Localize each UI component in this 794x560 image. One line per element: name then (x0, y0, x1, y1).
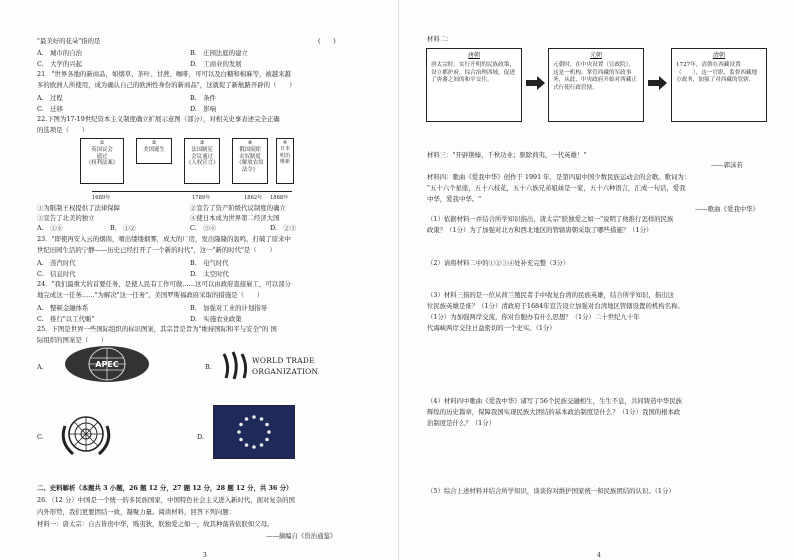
q20-opt-b: B. 庄园法庭的建立 (190, 49, 248, 57)
q22-stmt-3: ③宣告了北美的独立 (37, 214, 95, 222)
timeline-box-5: ④ 日本 明治 维新 (276, 138, 294, 184)
timeline-year-1: 1689年 (92, 195, 111, 201)
material-4-source: ——歌曲《爱我中华》 (695, 205, 759, 213)
q21-line-2: 多的欧洲人所使用，成为确认自己的欧洲性身份的新商品"，这就促了新航路开辟的（ ） (37, 81, 296, 89)
eu-star-icon (265, 438, 269, 442)
flow-arrow-1 (526, 76, 546, 90)
page-4 (398, 0, 794, 560)
q26-material-1: 材料一：唐太宗：自古皆贵中华，贱夷狄，朕独爱之如一，故其种落皆依朕如父母。 (37, 520, 274, 528)
q25-line-2: 际组织的图案是（ ） (37, 336, 108, 344)
wto-logo (220, 348, 250, 382)
q22-opt-c: C. ③④ (190, 224, 216, 232)
page-number-3: 3 (203, 552, 207, 559)
eu-flag (213, 405, 295, 459)
flow-box-qing (671, 48, 767, 122)
q22-stmt-1: ①为限制王权提供了法律保障 (37, 204, 121, 212)
sub-5-line-1: （5）综合上述材料并结合所学知识，谈谈你对维护国家统一和民族团结的认识。（1分） (427, 487, 675, 495)
flow-box-yuan (548, 48, 644, 122)
q22-opt-a: A. ①④ (37, 224, 63, 232)
apec-logo (62, 344, 152, 384)
q20-paren: ( ) (318, 37, 336, 45)
q21-line-1: 21．"世界各地的新商品，如烟草、茶叶、甘蔗、咖啡，可可以及白糖和棉麻等，被越来越 (37, 70, 291, 78)
material-3: 材料三："开辟荆榛，千秋功业；驱除荷夷，一代英雄！" (427, 151, 587, 159)
sub-2-line-1: （2）请将材料二中的①②③④处补充完整（3分） (427, 259, 570, 267)
timeline-box-2: ② 美国诞生 (136, 138, 172, 164)
q22-opt-d: D. ②③ (270, 224, 297, 232)
q21-opt-b: B. 条件 (190, 94, 216, 102)
flow-qing-text: 1727年，清朝在西藏设置（ ），这一官职，监督西藏地方政务，加强了对西藏的管辖。 (676, 62, 758, 84)
timeline-box-1: ① 英国议会 通过 《权利法案》 (80, 138, 124, 184)
sub-3-line-1: （3）材料三指的是一位从荷兰殖民者手中收复台湾的民族英雄，结合所学知识，指出这 (427, 291, 674, 299)
timeline-year-4: 1868年 (270, 195, 289, 201)
eu-star-icon (252, 445, 256, 449)
q21-opt-a: A. 过程 (37, 94, 63, 102)
flow-box-tang (426, 48, 522, 122)
q23-opt-b: B. 电气时代 (190, 259, 229, 267)
q24-line-1: 24．"我们最重大的首要任务，是使人民有工作可做……这可以由政府直接雇工，可以部分 (37, 280, 291, 288)
eu-star-icon (237, 430, 241, 434)
eu-star-icon (260, 443, 264, 447)
q26-source: ——摘编自《资治通鉴》 (266, 532, 337, 540)
material-3-source: ——郭沫若 (711, 161, 743, 169)
material-4-line-1: 材料四：歌曲《爱我中华》创作于 1991 年，是第四届中国少数民族运动会的会歌。歌词为： (427, 173, 691, 181)
material-4-line-2: "五十六个星座，五十六枝花，五十六族兄弟姐妹是一家，五十六种语言，汇成一句话，爱我 (427, 184, 686, 192)
timeline-box-4: ④ 俄国废除 农奴制度 《解放农奴 法令》 (232, 138, 268, 184)
q25-opt-d-label: D. (197, 433, 204, 441)
q20-line: "最美好的花朵"指的是 (37, 37, 101, 45)
flow-yuan-title: 元朝 (589, 52, 602, 59)
timeline-year-3: 1862年 (244, 195, 263, 201)
page-number-4: 4 (597, 552, 601, 559)
q23-opt-c: C. 信息时代 (37, 270, 76, 278)
q22-line-2: 的选项是（ ） (37, 126, 89, 134)
timeline-year-2: 1789年 (192, 195, 211, 201)
sub-1-line-1: （1）依据材料一并结合所学知识指出，唐太宗"朕独爱之如一"说明了他推行怎样的民族 (427, 215, 674, 223)
flow-yuan-text: 元朝时，在中央设置（宣政院），这是一机构，掌管西藏的军政事务，从此，中央政府开始对西藏正式行使行政管辖。 (553, 62, 637, 91)
eu-star-icon (252, 415, 256, 419)
q20-opt-a: A. 城市的自治 (37, 49, 82, 57)
flow-tang-text: 唐太宗时，实行开明的民族政策，设立都护府，综合治理西域，促进了唐蕃之间的和平交往。 (431, 62, 515, 84)
q24-opt-c: C. 推行"以工代赈" (37, 315, 95, 323)
q20-opt-c: C. 大学的兴起 (37, 60, 83, 68)
q23-line-2: 世纪田园生活的宁静——历史已经打开了一个新的时代"，这一"新的时代"是（ ） (37, 246, 276, 254)
eu-star-icon (267, 430, 271, 434)
flow-tang-title: 唐朝 (467, 52, 480, 59)
eu-star-icon (260, 417, 264, 421)
apec-logo-text: APEC (95, 360, 119, 369)
sub-3-line-2: 位民族英雄是谁？（1分）清政府于1684年宣告设立加强对台湾地区管辖设置的机构名称。 (427, 302, 684, 310)
sub-4-line-3: 治制度是什么？（1分） (427, 419, 495, 427)
q26-line-2: 内外形势，我们更要团结一致，凝聚力量。阅读材料，回答下列问题： (37, 508, 236, 516)
q21-opt-d: D. 影响 (190, 105, 217, 113)
flow-qing-title: 清朝 (712, 52, 725, 59)
eu-star-icon (245, 443, 249, 447)
eu-star-icon (265, 423, 269, 427)
timeline-axis (92, 191, 292, 192)
eu-star-icon (239, 423, 243, 427)
q24-opt-d: D. 实施农业政策 (190, 315, 242, 323)
q20-opt-d: D. 工商业的发展 (190, 60, 242, 68)
wto-text-1: WORLD TRADE (252, 356, 315, 365)
flow-arrow-2 (648, 76, 668, 90)
q24-line-2: 地完成这一任务……"为解决"这一任务"，美国罗斯福政府采取的措施是（ ） (37, 291, 264, 299)
q23-opt-d: D. 太空时代 (190, 270, 229, 278)
q21-opt-c: C. 迁移 (37, 105, 63, 113)
section-2-title: 二、史料解析（本题共 3 小题，26 题 12 分，27 题 12 分，28 题 12 分，共 36 分） (37, 484, 293, 492)
q25-opt-b-label: B. (205, 363, 212, 371)
material-2-label: 材料二： (427, 35, 453, 43)
q25-opt-c-label: C. (37, 433, 44, 441)
sub-4-line-2: 辉煌的历史篇章，保障我国实现民族大团结的基本政治制度是什么？（1分）我国的根本政 (427, 408, 681, 416)
wto-text-2: ORGANIZATION (252, 367, 319, 376)
sub-4-line-1: （4）材料四中歌曲《爱我中华》诸写了56个民族交融相生，生生不息，共同铸造中华民族 (427, 397, 683, 405)
q24-opt-b: B. 加强对工业的计划指导 (190, 304, 268, 312)
q26-line-1: 26．（12 分）中国是一个统一的多民族国家，中国特色社会主义进入新时代，面对复杂的国 (37, 496, 295, 504)
q22-opt-b: B. ①② (110, 224, 136, 232)
q22-stmt-2: ②宣告了资产阶级代议制度的确立 (190, 204, 286, 212)
q23-line-1: 23．"即使再安入云的烟囱，喷出缕缕烟雾，成大的厂房，发出隆隆的轰鸣，打破了原来中 (37, 235, 291, 243)
q22-line-1: 22.下图为17-19世纪资本主义制度确立扩展示意图（部分），对相关史事表述完全正确 (37, 115, 280, 123)
sub-1-line-2: 政策？（1分）为了加强对北方和西北地区的管辖唐朝采取了哪些措施？（1分） (427, 226, 653, 234)
q25-opt-a-label: A. (37, 363, 44, 371)
sub-3-line-4: 代海峡两岸交往日益密切的一个史实。（1分） (427, 324, 556, 332)
material-4-line-3: 中华，爱我中华。" (427, 195, 482, 203)
timeline-box-3: ③ 法国制宪 会议通过 《人权宣言》 (184, 138, 220, 184)
eu-star-icon (245, 417, 249, 421)
q25-line-1: 25．下图是世界一些国际组织的标识图案，其宗旨是旨为"维持国际和平与安全"的 国 (37, 325, 277, 333)
eu-star-icon (239, 438, 243, 442)
q22-stmt-4: ④使日本成为世界第二经济大国 (190, 214, 280, 222)
q23-opt-a: A. 蒸汽时代 (37, 259, 76, 267)
un-logo (55, 410, 117, 462)
q24-opt-a: A. 整顿金融体系 (37, 304, 89, 312)
sub-3-line-3: （1分）为加强两岸交流，你对台胞办有什么思想？（1分）二十世纪九十年 (427, 313, 640, 321)
